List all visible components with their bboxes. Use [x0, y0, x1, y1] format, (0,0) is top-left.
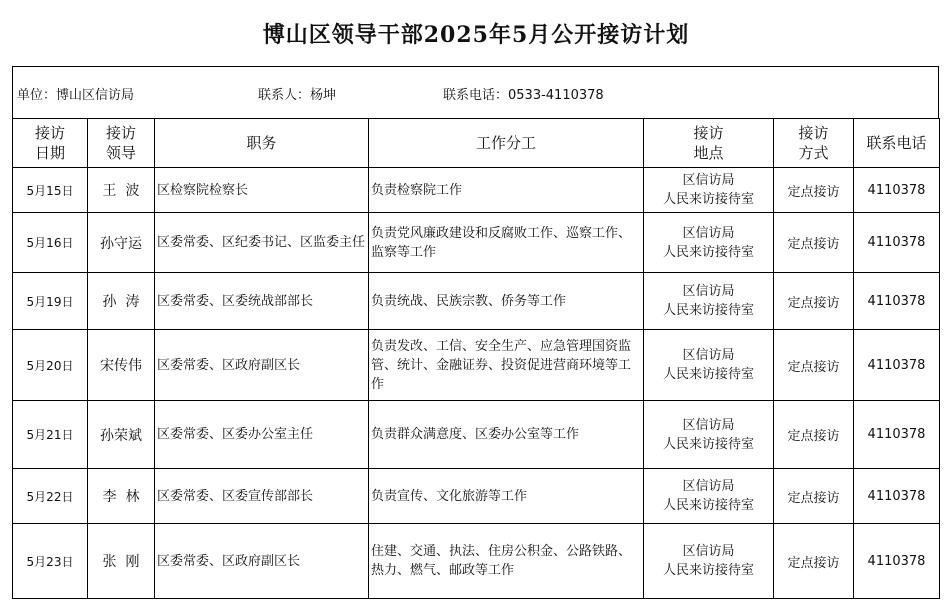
location-line: 人民来访接待室 [662, 367, 754, 382]
cell-position: 区委常委、区委统战部部长 [155, 273, 369, 330]
cell-date: 5月19日 [13, 273, 88, 330]
cell-duty: 负责宣传、文化旅游等工作 [369, 469, 644, 524]
cell-phone: 4110378 [854, 213, 940, 273]
contact-label: 联系人：杨坤 [258, 88, 337, 103]
location-line: 区信访局 [682, 417, 735, 433]
location-line: 区信访局 [682, 173, 735, 188]
cell-method: 定点接访 [774, 401, 854, 469]
header-leader: 接访 领导 [88, 119, 155, 168]
cell-leader: 张 刚 [88, 524, 155, 599]
table-row [13, 401, 940, 469]
cell-duty: 负责群众满意度、区委办公室等工作 [369, 401, 644, 469]
schedule-table [12, 118, 940, 599]
table-row [13, 168, 940, 213]
cell-location [644, 330, 774, 401]
cell-leader: 宋传伟 [88, 330, 155, 401]
location-line: 人民来访接待室 [662, 563, 754, 578]
cell-position: 区委常委、区政府副区长 [155, 330, 369, 401]
header-phone: 联系电话 [854, 119, 940, 168]
cell-phone: 4110378 [854, 524, 940, 599]
location-line: 人民来访接待室 [662, 303, 754, 318]
table-row [13, 469, 940, 524]
cell-leader: 孙守运 [88, 213, 155, 273]
cell-location [644, 213, 774, 273]
cell-position: 区委常委、区纪委书记、区监委主任 [155, 213, 369, 273]
table-row [13, 273, 940, 330]
cell-duty: 负责统战、民族宗教、侨务等工作 [369, 273, 644, 330]
header-location: 接访 地点 [644, 119, 774, 168]
cell-location [644, 168, 774, 213]
cell-duty: 负责党风廉政建设和反腐败工作、巡察工作、监察等工作 [369, 213, 644, 273]
cell-location [644, 273, 774, 330]
phone-label: 联系电话：0533-4110378 [443, 88, 604, 103]
cell-method: 定点接访 [774, 273, 854, 330]
cell-method: 定点接访 [774, 213, 854, 273]
cell-date: 5月16日 [13, 213, 88, 273]
header-position: 职务 [155, 119, 369, 168]
cell-duty: 住建、交通、执法、住房公积金、公路铁路、热力、燃气、邮政等工作 [369, 524, 644, 599]
table-row [13, 213, 940, 273]
info-bar [12, 66, 939, 118]
cell-date: 5月20日 [13, 330, 88, 401]
cell-leader: 孙 涛 [88, 273, 155, 330]
cell-phone: 4110378 [854, 168, 940, 213]
cell-date: 5月22日 [13, 469, 88, 524]
cell-method: 定点接访 [774, 168, 854, 213]
location-line: 人民来访接待室 [662, 436, 754, 452]
cell-duty: 负责发改、工信、安全生产、应急管理国资监管、统计、金融证券、投资促进营商环境等工作 [369, 330, 644, 401]
cell-location [644, 401, 774, 469]
cell-location [644, 469, 774, 524]
header-method: 接访 方式 [774, 119, 854, 168]
cell-phone: 4110378 [854, 401, 940, 469]
location-line: 区信访局 [682, 284, 735, 299]
location-line: 人民来访接待室 [662, 244, 754, 260]
location-line: 区信访局 [682, 479, 735, 494]
cell-method: 定点接访 [774, 524, 854, 599]
location-line: 区信访局 [682, 348, 735, 363]
cell-phone: 4110378 [854, 469, 940, 524]
cell-date: 5月23日 [13, 524, 88, 599]
cell-leader: 王 波 [88, 168, 155, 213]
location-line: 人民来访接待室 [662, 192, 754, 207]
cell-phone: 4110378 [854, 273, 940, 330]
cell-phone: 4110378 [854, 330, 940, 401]
location-line: 人民来访接待室 [662, 498, 754, 513]
table-row [13, 524, 940, 599]
cell-position: 区委常委、区政府副区长 [155, 524, 369, 599]
page-title: 博山区领导干部2025年5月公开接访计划 [262, 22, 690, 48]
cell-date: 5月15日 [13, 168, 88, 213]
cell-position: 区委常委、区委办公室主任 [155, 401, 369, 469]
cell-position: 区检察院检察长 [155, 168, 369, 213]
header-row [13, 119, 940, 168]
cell-method: 定点接访 [774, 469, 854, 524]
cell-duty: 负责检察院工作 [369, 168, 644, 213]
cell-leader: 孙荣斌 [88, 401, 155, 469]
cell-method: 定点接访 [774, 330, 854, 401]
location-line: 区信访局 [682, 544, 735, 559]
cell-leader: 李 林 [88, 469, 155, 524]
location-line: 区信访局 [682, 225, 735, 241]
cell-date: 5月21日 [13, 401, 88, 469]
cell-position: 区委常委、区委宣传部部长 [155, 469, 369, 524]
cell-location [644, 524, 774, 599]
table-row [13, 330, 940, 401]
header-duty: 工作分工 [369, 119, 644, 168]
header-date: 接访 日期 [13, 119, 88, 168]
unit-label: 单位：博山区信访局 [17, 88, 135, 103]
